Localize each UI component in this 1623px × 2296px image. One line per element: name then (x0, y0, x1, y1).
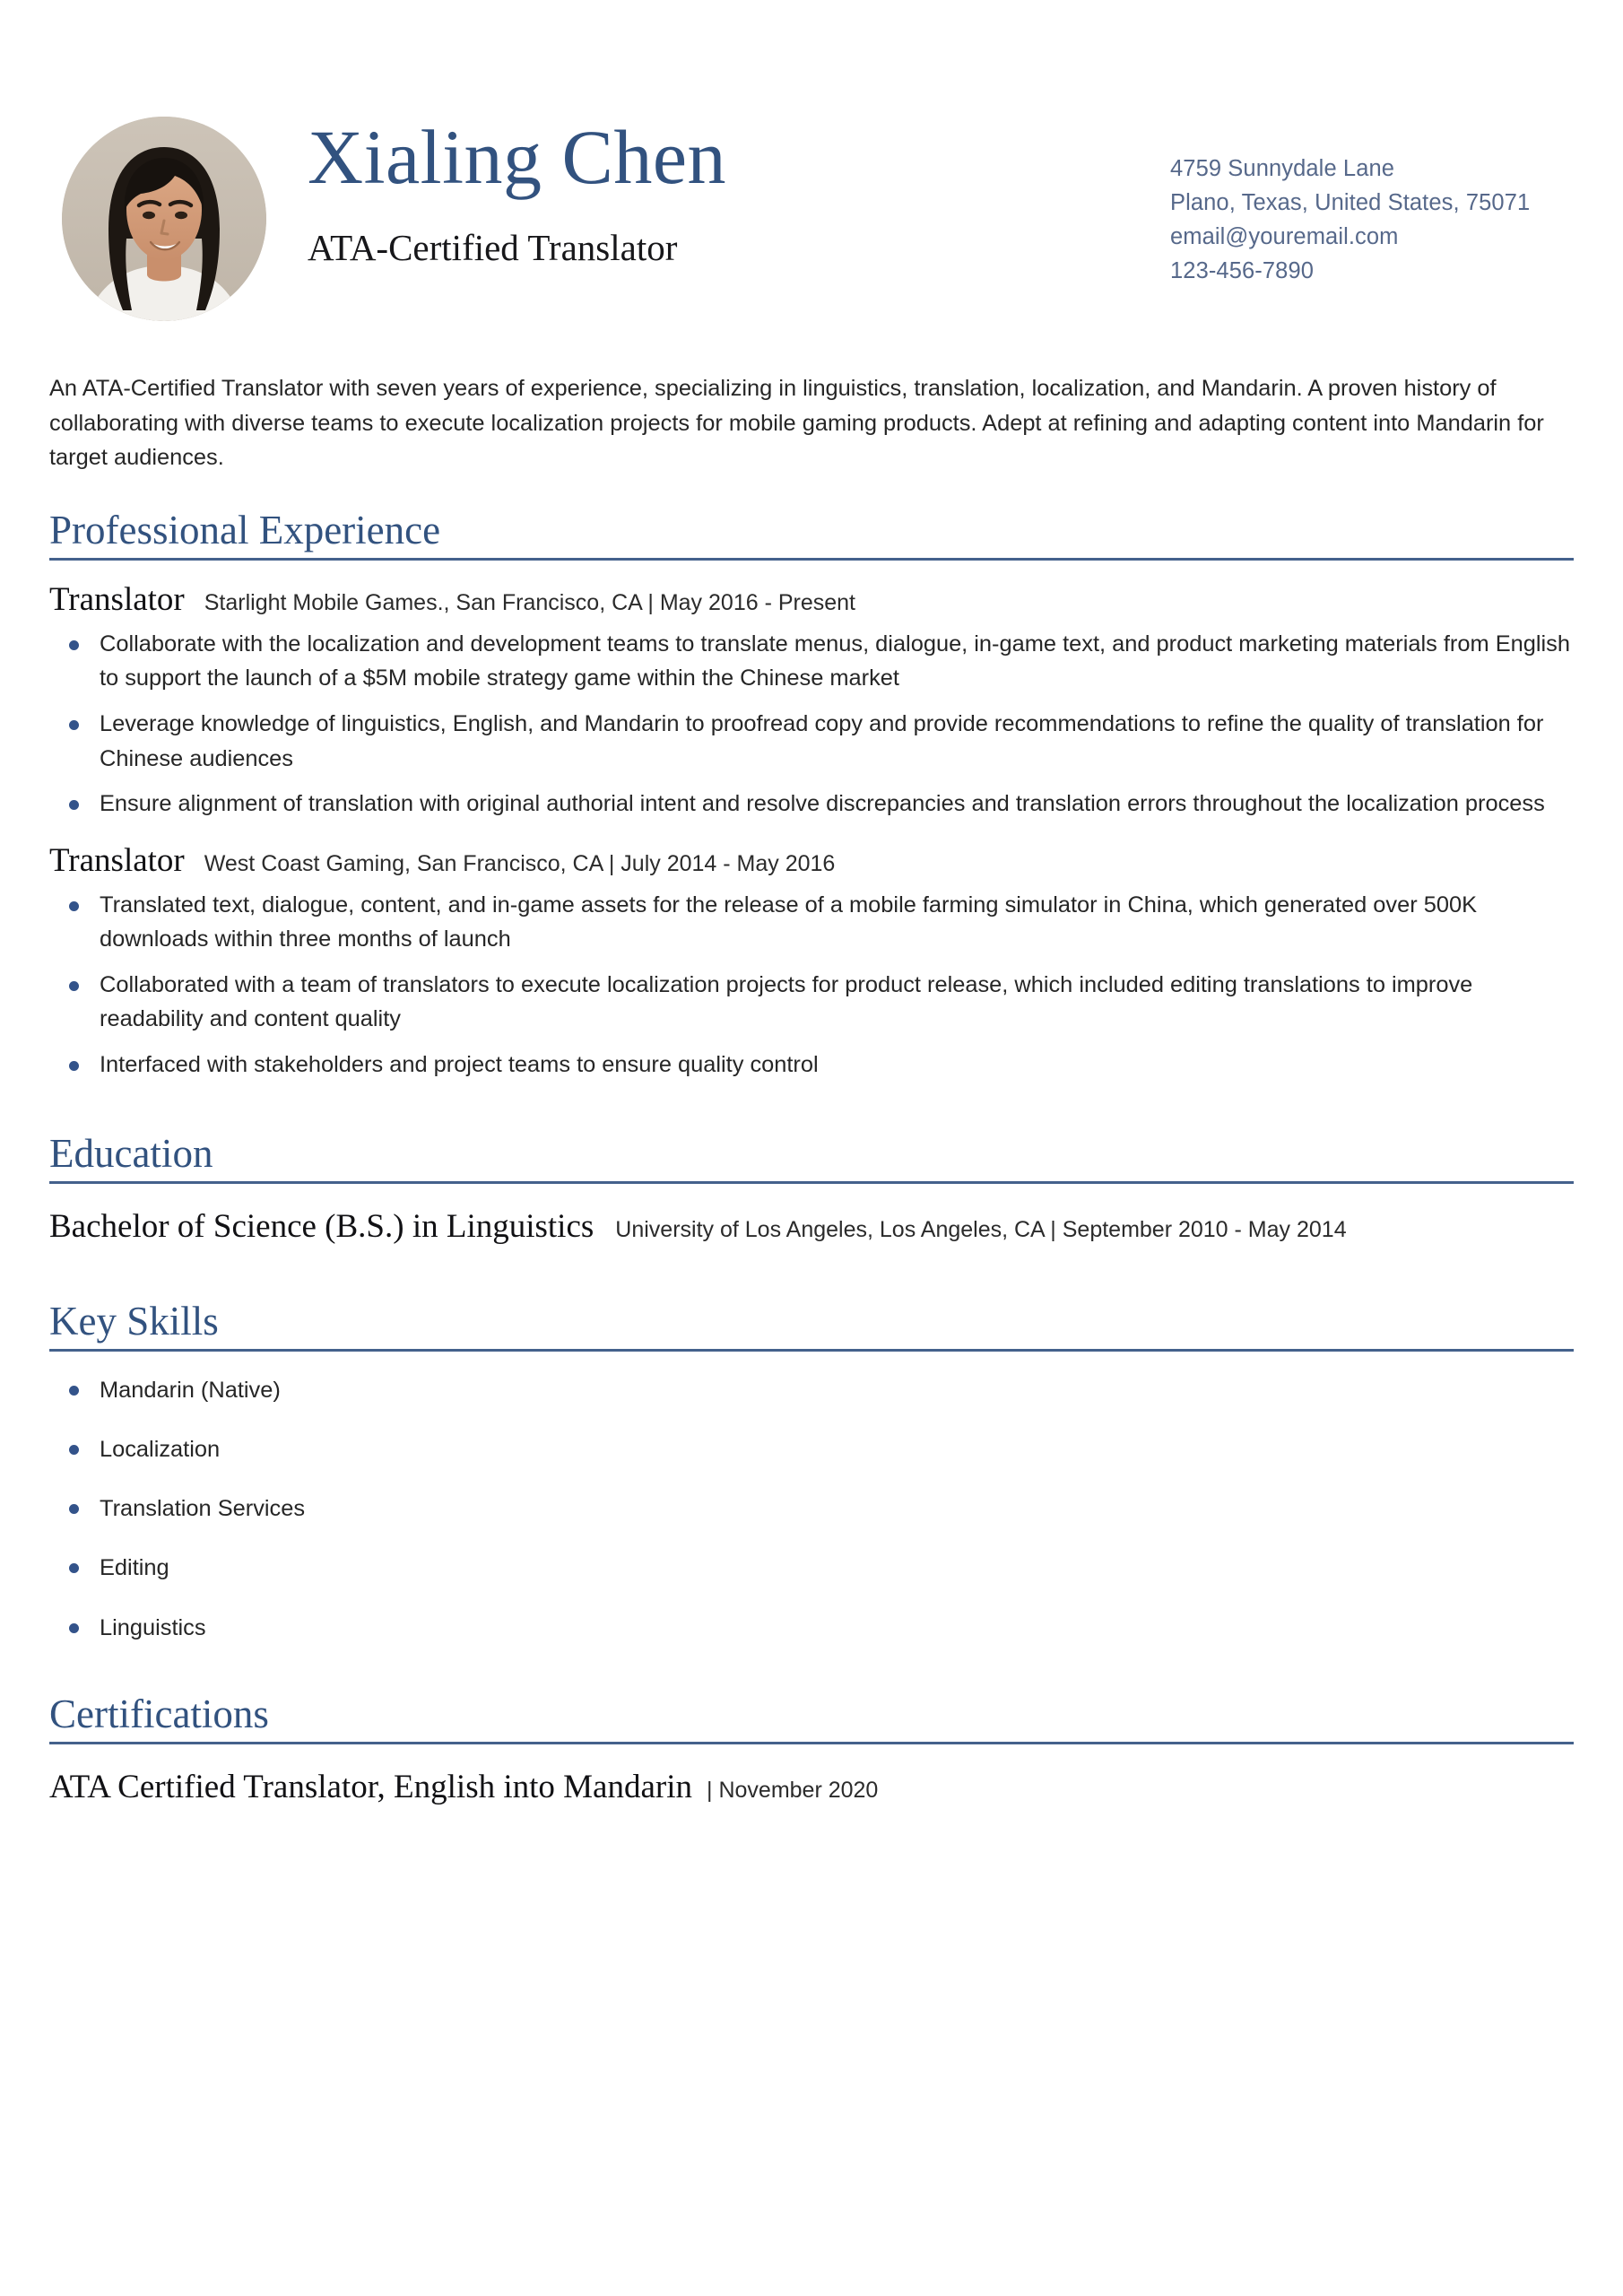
certification-date: | November 2020 (707, 1778, 879, 1803)
education-degree: Bachelor of Science (B.S.) in Linguistics (49, 1208, 595, 1246)
section-divider (49, 558, 1574, 561)
section-heading-skills: Key Skills (49, 1298, 219, 1344)
contact-address-street: 4759 Sunnydale Lane (1170, 156, 1395, 181)
section-divider (49, 1349, 1574, 1352)
certification-name: ATA Certified Translator, English into Mandarin (49, 1769, 693, 1805)
job-company-dates: Starlight Mobile Games., San Francisco, CA | May 2016 - Present (204, 590, 855, 616)
job-company-dates: West Coast Gaming, San Francisco, CA | July 2014 - May 2016 (204, 850, 836, 876)
name-block (266, 106, 1170, 269)
list-item: Collaborate with the localization and development teams to translate menus, dialogue, in-game text, and product marketing materials from English to support the launch of a $5M mobile strategy game within the Chinese market (49, 627, 1574, 696)
page-title: Xialing Chen (308, 114, 726, 200)
list-item: Editing (49, 1551, 1574, 1585)
section-heading-experience: Professional Experience (49, 507, 441, 552)
education-school-dates: University of Los Angeles, Los Angeles, CA | September 2010 - May 2014 (615, 1217, 1347, 1243)
section-divider (49, 1181, 1574, 1184)
list-item: Linguistics (49, 1611, 1574, 1645)
professional-title: ATA-Certified Translator (308, 227, 678, 268)
contact-address-city: Plano, Texas, United States, 75071 (1170, 189, 1531, 215)
job-bullet-list (49, 888, 1574, 1083)
job-role: Translator (49, 581, 185, 619)
list-item: Localization (49, 1432, 1574, 1466)
section-experience (49, 508, 1574, 1083)
skills-list (49, 1373, 1574, 1645)
section-divider (49, 1742, 1574, 1744)
headshot-photo-icon (62, 117, 266, 321)
contact-phone[interactable]: 123-456-7890 (1170, 257, 1315, 283)
resume-body (0, 371, 1623, 1807)
job-role: Translator (49, 841, 185, 879)
experience-entry (49, 841, 1574, 1083)
list-item: Translated text, dialogue, content, and in-game assets for the release of a mobile farming simulator in China, which generated over 500K downloads within three months of launch (49, 888, 1574, 957)
section-heading-education: Education (49, 1130, 213, 1176)
list-item: Interfaced with stakeholders and project teams to ensure quality control (49, 1048, 1574, 1083)
experience-entry-header (49, 580, 1574, 620)
list-item: Mandarin (Native) (49, 1373, 1574, 1407)
list-item: Ensure alignment of translation with original authorial intent and resolve discrepancies and translation errors throughout the localization process (49, 787, 1574, 822)
job-bullet-list (49, 627, 1574, 822)
list-item: Translation Services (49, 1492, 1574, 1526)
section-heading-certifications: Certifications (49, 1691, 269, 1736)
resume-header (0, 0, 1623, 321)
section-skills (49, 1299, 1574, 1645)
education-entry (49, 1207, 1574, 1247)
certification-entry (49, 1768, 1574, 1807)
experience-entry-header (49, 841, 1574, 881)
section-certifications (49, 1692, 1574, 1807)
avatar (62, 117, 266, 321)
contact-email[interactable]: email@youremail.com (1170, 223, 1399, 249)
list-item: Collaborated with a team of translators to execute localization projects for product release, which included editing translations to improve readability and content quality (49, 968, 1574, 1037)
experience-entry (49, 580, 1574, 822)
professional-summary: An ATA-Certified Translator with seven years of experience, specializing in linguistics, translation, localization, and Mandarin. A proven history of collaborating with diverse teams to execute localization projects for mobile gaming products. Adept at refining and adapting content into Mandarin for target audiences. (49, 376, 1544, 471)
contact-block (1170, 106, 1574, 289)
list-item: Leverage knowledge of linguistics, English, and Mandarin to proofread copy and provide recommendations to refine the quality of translation for Chinese audiences (49, 707, 1574, 776)
section-education (49, 1131, 1574, 1247)
